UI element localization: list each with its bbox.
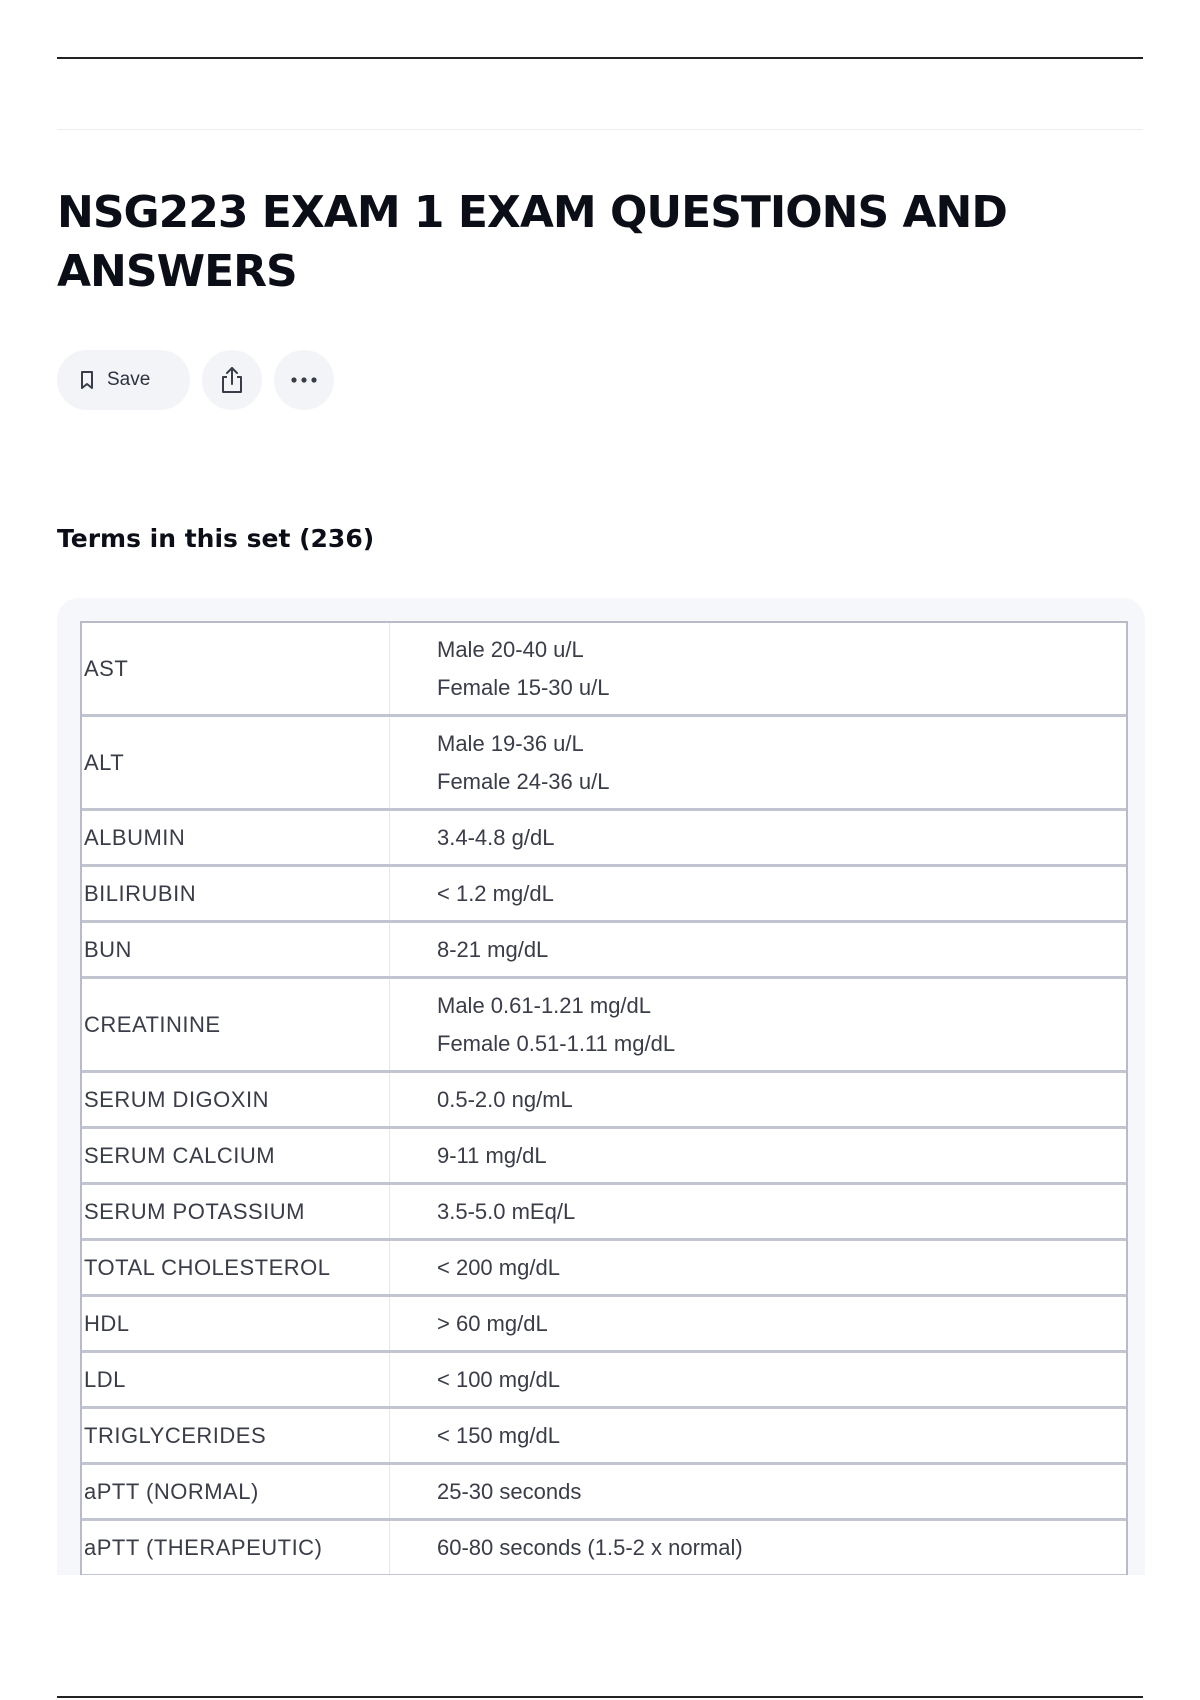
definition-line: Male 20-40 u/L: [437, 636, 584, 662]
term-row: [82, 1129, 1126, 1185]
bottom-divider: [57, 1696, 1143, 1698]
definition-line: Male 0.61-1.21 mg/dL: [437, 992, 652, 1018]
term-row: [82, 979, 1126, 1073]
header-divider: [57, 129, 1143, 130]
definition-line: < 100 mg/dL: [437, 1366, 560, 1392]
term-definition: [390, 1241, 1126, 1294]
term-row: [82, 1465, 1126, 1521]
term-row: [82, 1185, 1126, 1241]
term-definition: [390, 1297, 1126, 1350]
term-label: ALBUMIN: [82, 811, 390, 864]
term-definition: [390, 1353, 1126, 1406]
term-row: [82, 1297, 1126, 1353]
definition-line: 9-11 mg/dL: [437, 1142, 547, 1168]
share-icon: [218, 365, 246, 395]
term-row: [82, 623, 1126, 717]
definition-line: 60-80 seconds (1.5-2 x normal): [437, 1534, 743, 1560]
save-button-label: Save: [107, 369, 151, 390]
term-definition: [390, 1073, 1126, 1126]
term-label: BUN: [82, 923, 390, 976]
definition-line: > 60 mg/dL: [437, 1310, 548, 1336]
term-definition: [390, 867, 1126, 920]
terms-heading: Terms in this set (236): [57, 524, 375, 553]
term-label: HDL: [82, 1297, 390, 1350]
top-divider: [57, 57, 1143, 59]
definition-line: Female 0.51-1.11 mg/dL: [437, 1030, 676, 1056]
term-row: [82, 867, 1126, 923]
term-label: SERUM DIGOXIN: [82, 1073, 390, 1126]
term-row: [82, 923, 1126, 979]
term-label: TRIGLYCERIDES: [82, 1409, 390, 1462]
definition-line: 3.4-4.8 g/dL: [437, 824, 555, 850]
share-button[interactable]: [202, 350, 262, 410]
action-bar: [57, 350, 334, 410]
definition-line: < 1.2 mg/dL: [437, 880, 554, 906]
term-definition: [390, 811, 1126, 864]
term-row: [82, 1241, 1126, 1297]
term-definition: [390, 717, 1126, 808]
more-horizontal-icon: [289, 376, 319, 384]
term-row: [82, 1521, 1126, 1575]
definition-line: < 200 mg/dL: [437, 1254, 560, 1280]
term-label: AST: [82, 623, 390, 714]
term-label: CREATININE: [82, 979, 390, 1070]
term-definition: [390, 1465, 1126, 1518]
term-row: [82, 717, 1126, 811]
term-definition: [390, 1409, 1126, 1462]
term-definition: [390, 623, 1126, 714]
definition-line: 8-21 mg/dL: [437, 936, 549, 962]
definition-line: Female 15-30 u/L: [437, 674, 610, 700]
definition-line: < 150 mg/dL: [437, 1422, 560, 1448]
bookmark-icon: [79, 370, 95, 390]
term-label: SERUM CALCIUM: [82, 1129, 390, 1182]
page-title: NSG223 EXAM 1 EXAM QUESTIONS AND ANSWERS: [57, 187, 1007, 297]
term-label: aPTT (THERAPEUTIC): [82, 1521, 390, 1574]
term-row: [82, 1409, 1126, 1465]
definition-line: 25-30 seconds: [437, 1478, 582, 1504]
terms-card: [57, 598, 1145, 1575]
save-button[interactable]: [57, 350, 190, 410]
term-label: aPTT (NORMAL): [82, 1465, 390, 1518]
terms-table: [80, 621, 1128, 1575]
definition-line: 3.5-5.0 mEq/L: [437, 1198, 576, 1224]
term-label: TOTAL CHOLESTEROL: [82, 1241, 390, 1294]
term-label: BILIRUBIN: [82, 867, 390, 920]
term-definition: [390, 1129, 1126, 1182]
definition-line: Male 19-36 u/L: [437, 730, 584, 756]
term-label: LDL: [82, 1353, 390, 1406]
term-label: SERUM POTASSIUM: [82, 1185, 390, 1238]
term-definition: [390, 923, 1126, 976]
definition-line: Female 24-36 u/L: [437, 768, 610, 794]
term-label: ALT: [82, 717, 390, 808]
more-options-button[interactable]: [274, 350, 334, 410]
term-definition: [390, 1521, 1126, 1574]
term-definition: [390, 979, 1126, 1070]
term-row: [82, 1353, 1126, 1409]
term-row: [82, 811, 1126, 867]
term-definition: [390, 1185, 1126, 1238]
term-row: [82, 1073, 1126, 1129]
definition-line: 0.5-2.0 ng/mL: [437, 1086, 573, 1112]
